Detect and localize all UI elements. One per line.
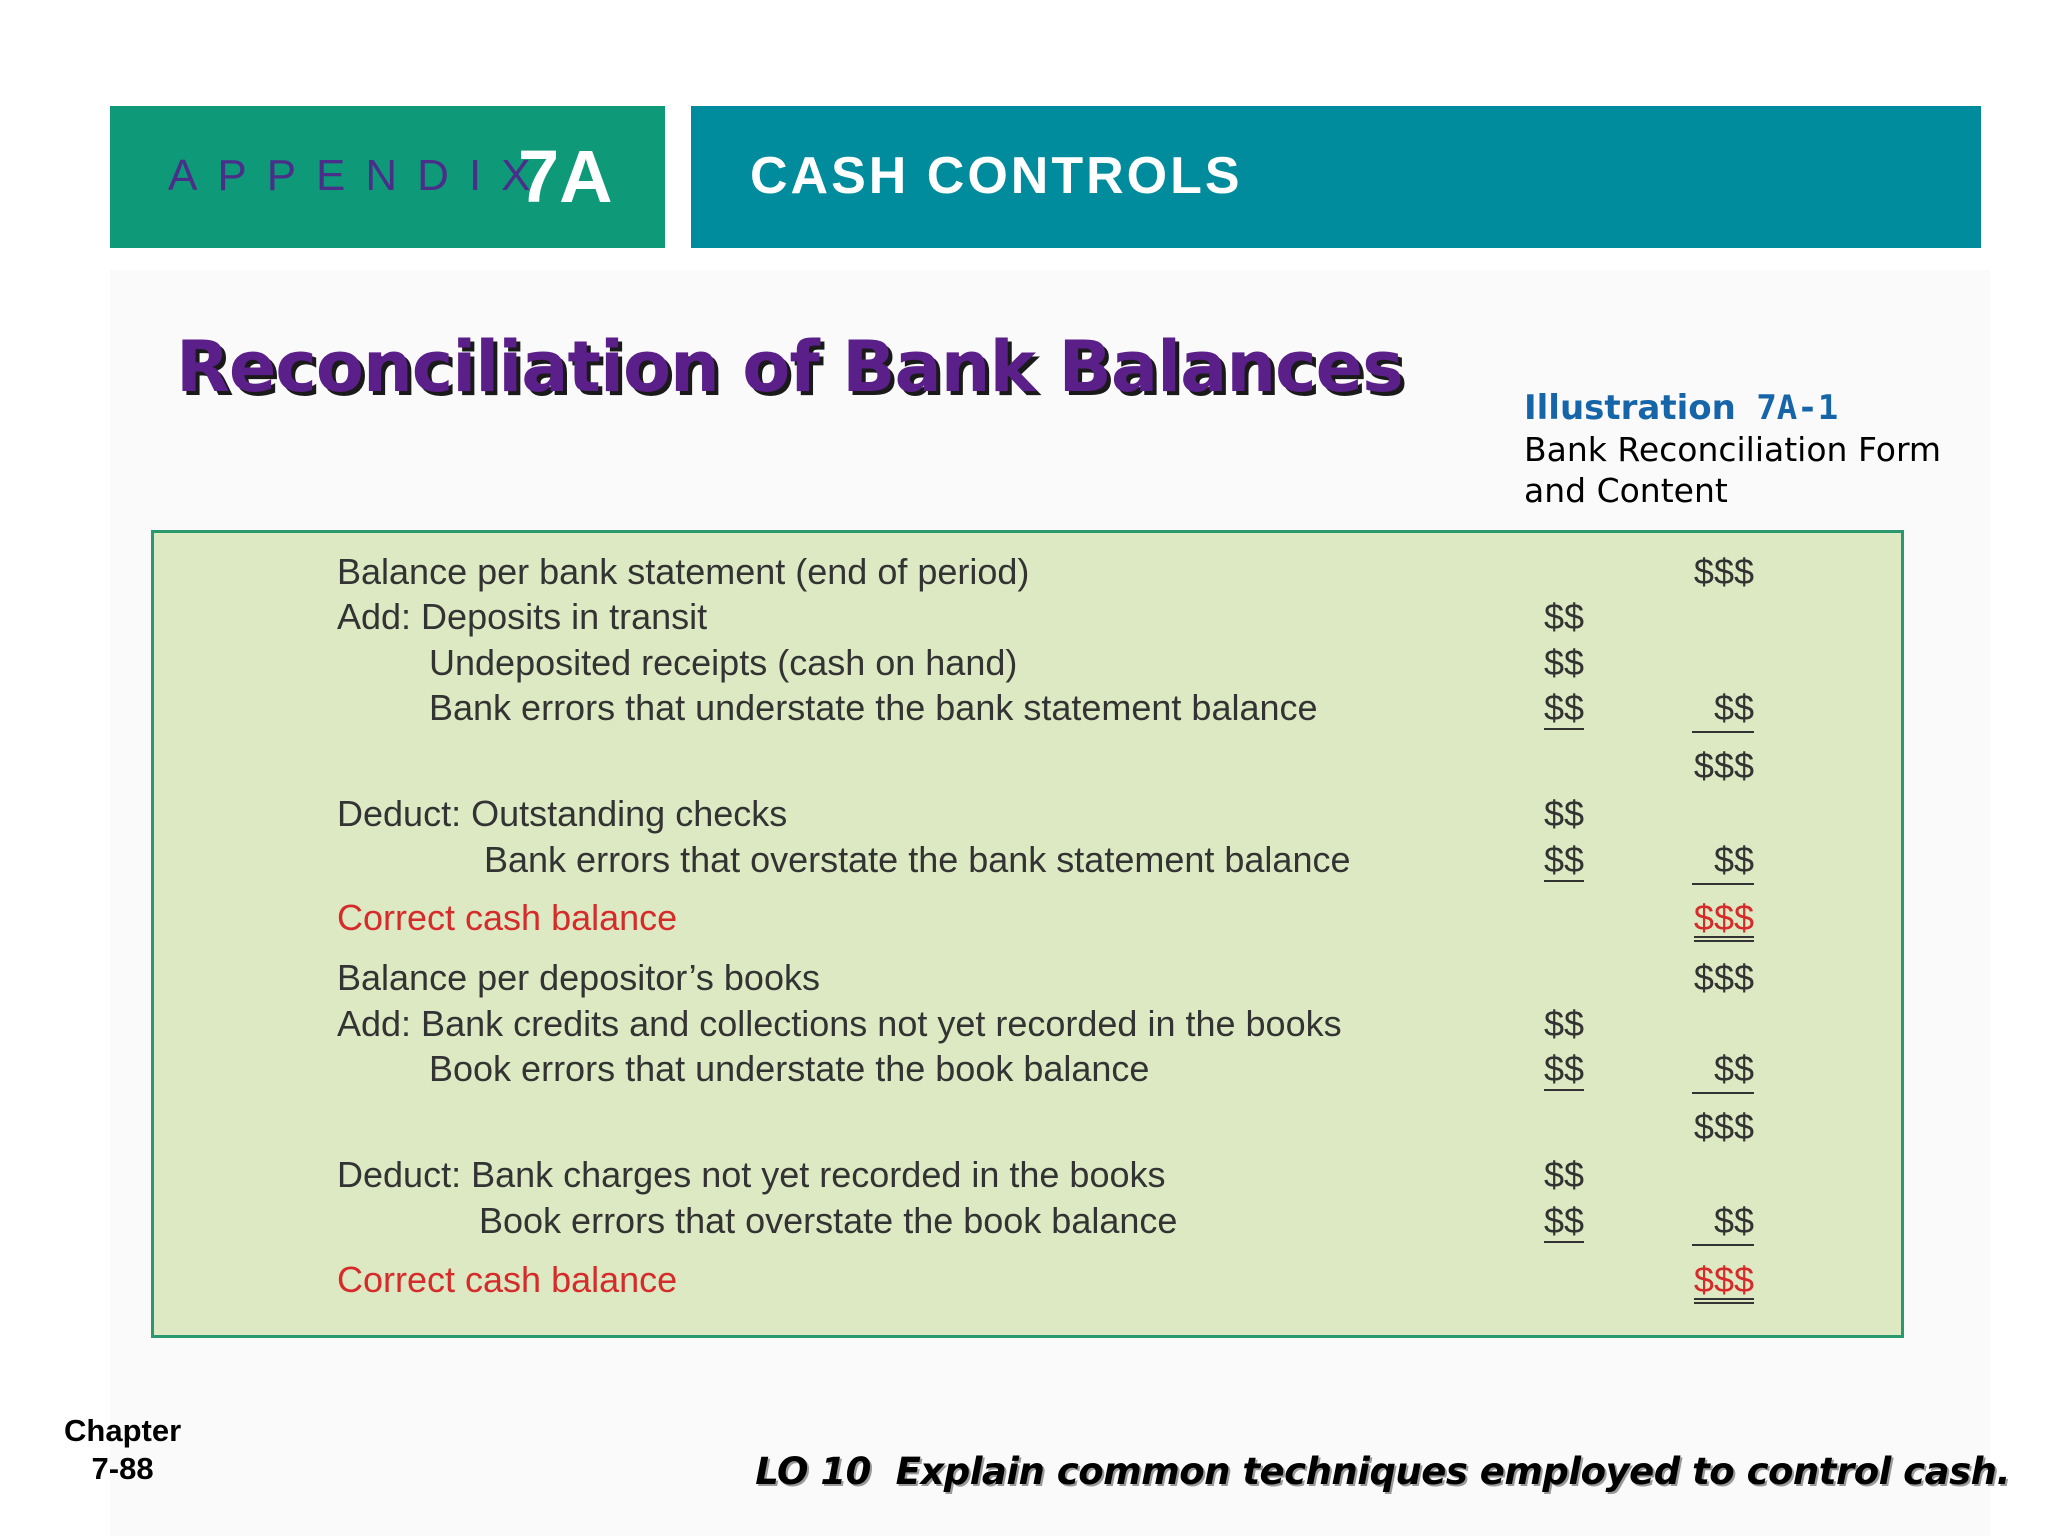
recon-row-total: $$$ <box>1693 1106 1754 1147</box>
recon-row-amount: $$ <box>1543 793 1584 834</box>
recon-row-total: $$ <box>1692 1198 1754 1246</box>
recon-row <box>154 1198 1901 1244</box>
chapter-word: Chapter <box>64 1413 182 1448</box>
page-number: 7-88 <box>91 1451 154 1486</box>
recon-row-total: $$$ <box>1694 1262 1754 1304</box>
recon-row-amount: $$ <box>1543 1154 1584 1195</box>
learning-objective: LO 10 Explain common techniques employed to control cash. <box>755 1450 2010 1493</box>
recon-row-amount: $$ <box>1543 839 1584 880</box>
recon-row-amount: $$ <box>1543 1200 1584 1241</box>
recon-row-amount: $$ <box>1543 642 1584 683</box>
illustration-caption-line1: Bank Reconciliation Form <box>1524 430 1942 469</box>
illustration-number <box>1524 388 1941 429</box>
recon-row-total: $$ <box>1692 1046 1754 1094</box>
recon-row <box>154 594 1901 640</box>
recon-row-total: $$$ <box>1693 551 1754 592</box>
recon-row-amount: $$ <box>1543 1048 1584 1089</box>
recon-row-total: $$$ <box>1693 745 1754 786</box>
recon-row-total: $$$ <box>1693 957 1754 998</box>
recon-subtotal-row <box>154 1104 1901 1150</box>
illustration-id: 7A-1 <box>1756 388 1839 428</box>
recon-row-label: Deduct: Outstanding checks <box>337 793 788 834</box>
recon-row <box>154 837 1901 883</box>
recon-row-label: Deduct: Bank charges not yet recorded in the books <box>337 1154 1166 1195</box>
recon-row-label: Bank errors that overstate the bank statement balance <box>484 839 1351 880</box>
recon-row-label: Book errors that overstate the book balance <box>479 1200 1178 1241</box>
recon-row <box>154 685 1901 731</box>
recon-row-label: Bank errors that understate the bank statement balance <box>429 687 1318 728</box>
recon-row-amount: $$ <box>1543 687 1584 728</box>
recon-row <box>154 640 1901 686</box>
recon-row-amount: $$ <box>1543 1003 1584 1044</box>
recon-row-label: Correct cash balance <box>337 1259 678 1300</box>
slide-title: Reconciliation of Bank Balances <box>176 326 1403 408</box>
section-banner <box>691 106 1981 248</box>
appendix-word: APPENDIX <box>168 151 551 200</box>
chapter-label <box>64 1412 181 1488</box>
recon-row-label: Add: Deposits in transit <box>337 596 708 637</box>
recon-row-label: Undeposited receipts (cash on hand) <box>429 642 1018 683</box>
recon-row-total: $$ <box>1692 837 1754 885</box>
recon-subtotal-row <box>154 743 1901 789</box>
illustration-label: Illustration <box>1524 388 1736 428</box>
recon-row-total: $$$ <box>1694 900 1754 942</box>
recon-row <box>154 549 1901 595</box>
recon-row <box>154 955 1901 1001</box>
recon-row-label: Add: Bank credits and collections not yet recorded in the books <box>337 1003 1342 1044</box>
recon-correct-balance-row <box>154 895 1901 941</box>
section-title: CASH CONTROLS <box>750 147 1243 205</box>
recon-row-total: $$ <box>1692 685 1754 733</box>
recon-row <box>154 1001 1901 1047</box>
recon-row-label: Balance per bank statement (end of period) <box>337 551 1030 592</box>
recon-row-label: Book errors that understate the book balance <box>429 1048 1150 1089</box>
recon-correct-balance-row <box>154 1257 1901 1303</box>
recon-row-label: Correct cash balance <box>337 897 678 938</box>
recon-row <box>154 1152 1901 1198</box>
reconciliation-form <box>151 530 1904 1338</box>
recon-row-label: Balance per depositor’s books <box>337 957 820 998</box>
recon-row-amount: $$ <box>1543 596 1584 637</box>
appendix-banner <box>110 106 665 248</box>
recon-row <box>154 791 1901 837</box>
recon-row <box>154 1046 1901 1092</box>
illustration-caption-line2: and Content <box>1524 471 1728 510</box>
illustration-caption <box>1524 388 1941 511</box>
appendix-number: 7A <box>518 135 613 218</box>
